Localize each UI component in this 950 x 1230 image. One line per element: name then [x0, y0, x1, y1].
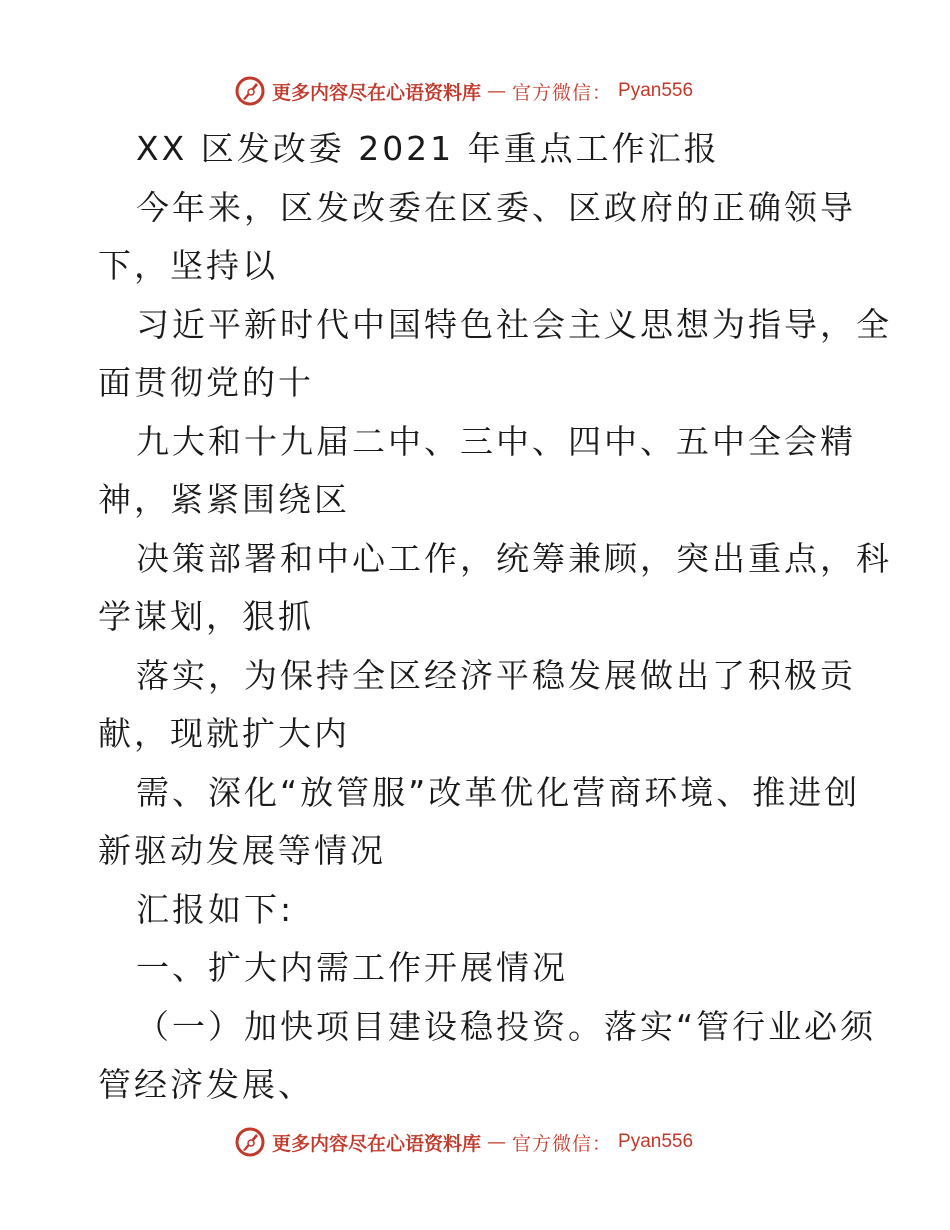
watermark-brand: 更多内容尽在心语资料库 — [272, 1132, 482, 1155]
text-line: 今年来，区发改委在区委、区政府的正确领导 — [136, 187, 856, 227]
watermark-footer — [234, 1124, 693, 1160]
text-line: 落实，为保持全区经济平稳发展做出了积极贡 — [136, 655, 856, 695]
text-line: 学谋划，狠抓 — [98, 597, 314, 636]
text-line: 习近平新时代中国特色社会主义思想为指导，全 — [136, 304, 892, 344]
text-line: 献，现就扩大内 — [98, 714, 350, 753]
watermark-contact-label: 官方微信： — [512, 81, 613, 104]
quill-logo-icon — [234, 75, 266, 107]
watermark-contact-id: Pyan556 — [618, 1131, 694, 1152]
watermark-contact-label: 官方微信： — [512, 1132, 613, 1155]
text-line: 管经济发展、 — [98, 1065, 314, 1104]
text-line: 面贯彻党的十 — [98, 363, 314, 402]
text-line: 神，紧紧围绕区 — [98, 480, 350, 519]
text-line: 九大和十九届二中、三中、四中、五中全会精 — [136, 421, 856, 461]
text-line: 决策部署和中心工作，统筹兼顾，突出重点，科 — [136, 538, 892, 578]
text-line: 一、扩大内需工作开展情况 — [136, 948, 568, 987]
document-title: XX 区发改委 2021 年重点工作汇报 — [136, 129, 720, 168]
text-line: 需、深化“放管服”改革优化营商环境、推进创 — [136, 772, 861, 812]
watermark-header — [234, 73, 693, 109]
watermark-dash: — — [487, 80, 507, 102]
quill-logo-icon — [234, 1126, 266, 1158]
document-body — [98, 120, 892, 1115]
text-line: 下，坚持以 — [98, 246, 278, 285]
document-lines — [98, 179, 892, 1115]
text-line: （一）加快项目建设稳投资。落实“管行业必须 — [136, 1006, 877, 1046]
watermark-brand: 更多内容尽在心语资料库 — [272, 81, 482, 104]
text-line: 汇报如下: — [136, 889, 295, 929]
watermark-contact-id: Pyan556 — [618, 80, 694, 101]
text-line: 新驱动发展等情况 — [98, 831, 386, 870]
watermark-dash: — — [487, 1131, 507, 1153]
